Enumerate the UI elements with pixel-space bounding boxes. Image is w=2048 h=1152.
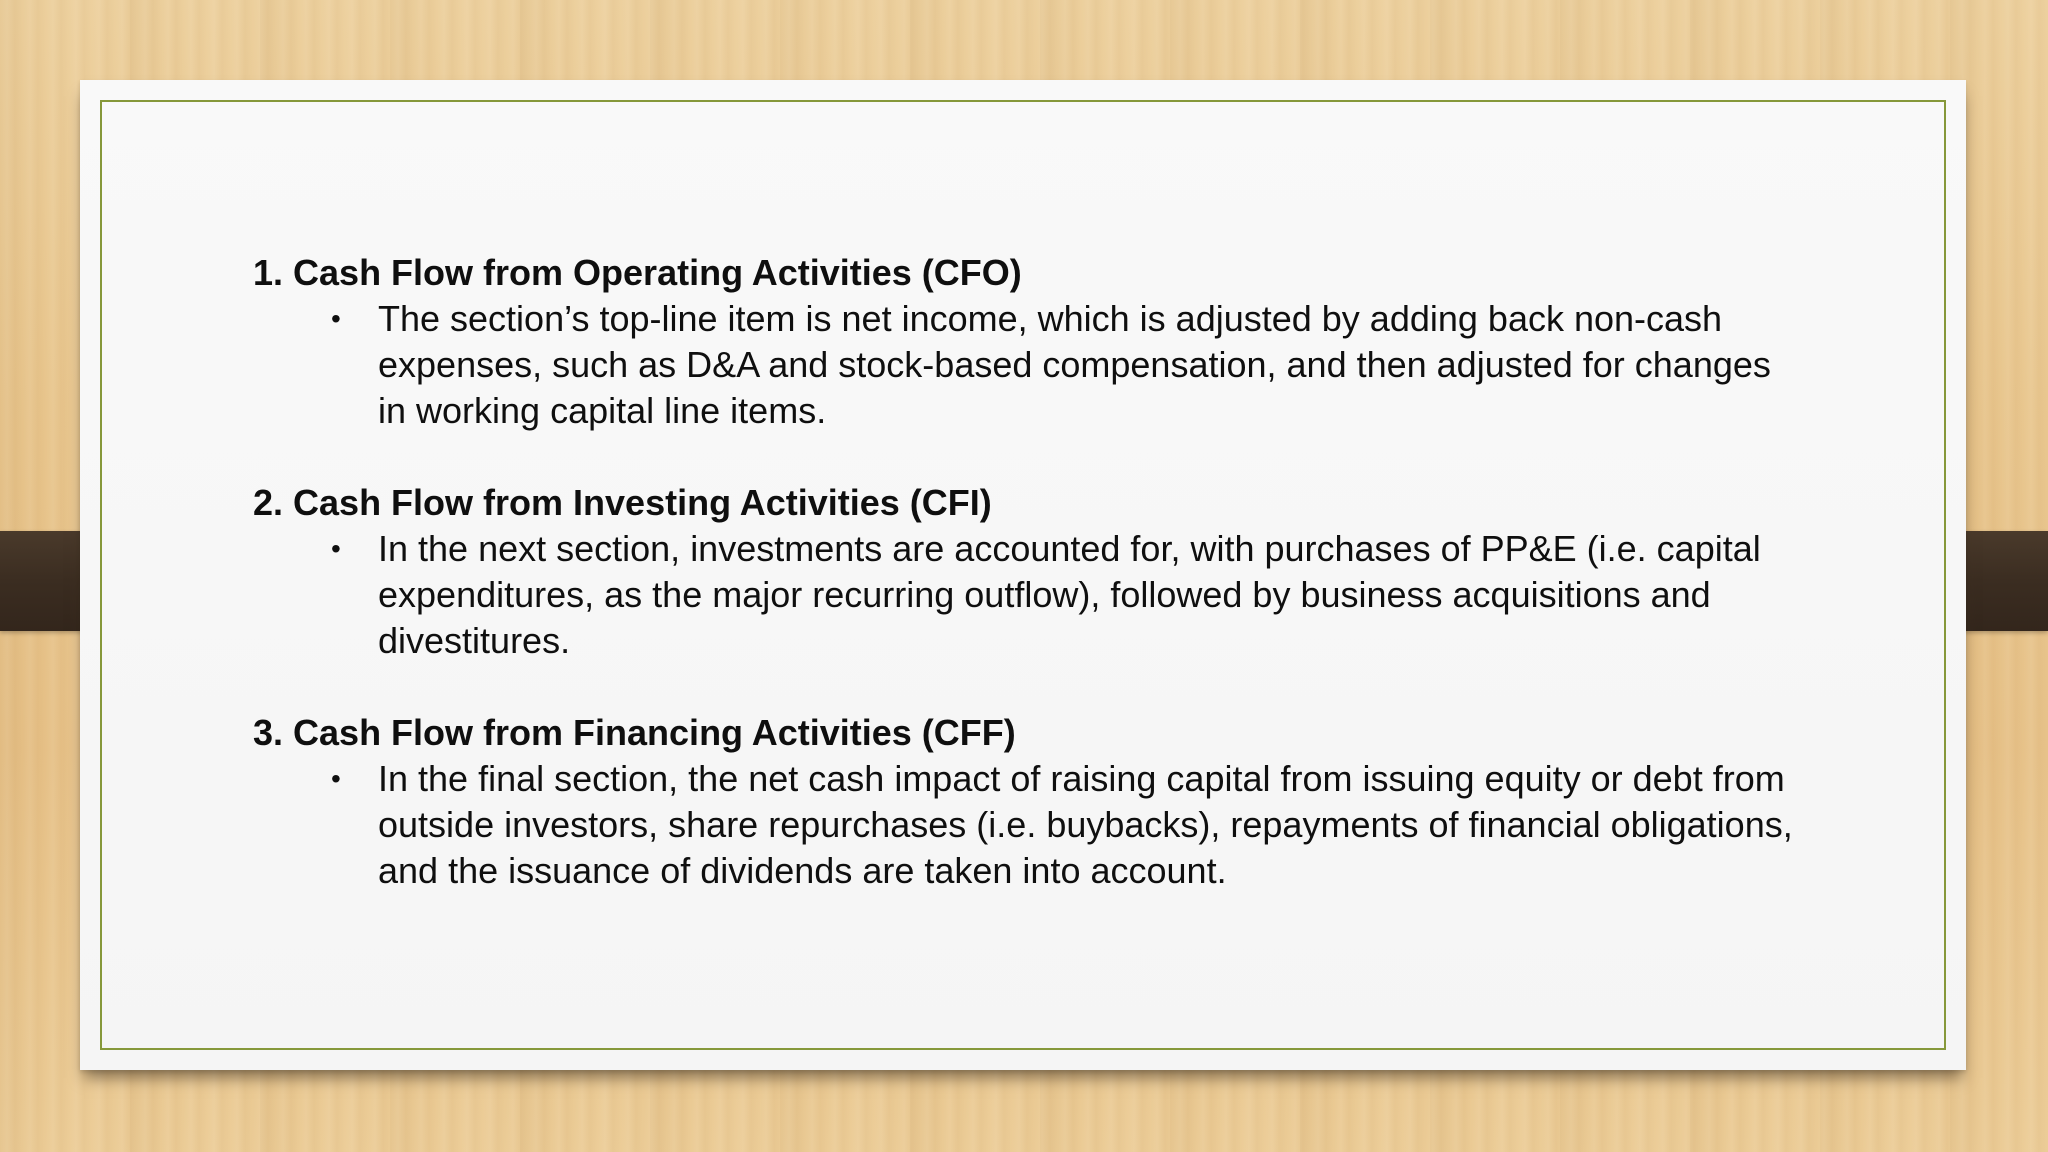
bullet-icon: • <box>331 533 341 564</box>
bullet-text-cfi: In the next section, investments are accounted for, with purchases of PP&E (i.e. capital expenditures, as the major recurring outflow), followed by business acquisitions and divestitures. <box>378 528 1761 661</box>
slide-card <box>80 80 1966 1070</box>
bullet-item-cfi <box>331 526 1808 664</box>
bullet-item-cfo <box>331 296 1808 434</box>
bullet-icon: • <box>331 303 341 334</box>
section-cfi <box>253 480 1853 664</box>
bullet-icon: • <box>331 763 341 794</box>
section-heading-cfo: 1. Cash Flow from Operating Activities (CFO) <box>253 252 1022 293</box>
section-heading-cff: 3. Cash Flow from Financing Activities (CFF) <box>253 712 1016 753</box>
section-cff <box>253 710 1853 894</box>
bullet-text-cfo: The section’s top-line item is net income, which is adjusted by adding back non-cash expenses, such as D&A and stock-based compensation, and then adjusted for changes in working capital line items. <box>378 298 1771 431</box>
section-cfo <box>253 250 1853 434</box>
slide-content <box>253 250 1853 940</box>
bullet-text-cff: In the final section, the net cash impact of raising capital from issuing equity or debt from outside investors, share repurchases (i.e. buybacks), repayments of financial obligations, and the issuance of dividends are taken into account. <box>378 758 1793 891</box>
section-heading-cfi: 2. Cash Flow from Investing Activities (CFI) <box>253 482 992 523</box>
bullet-item-cff <box>331 756 1808 894</box>
